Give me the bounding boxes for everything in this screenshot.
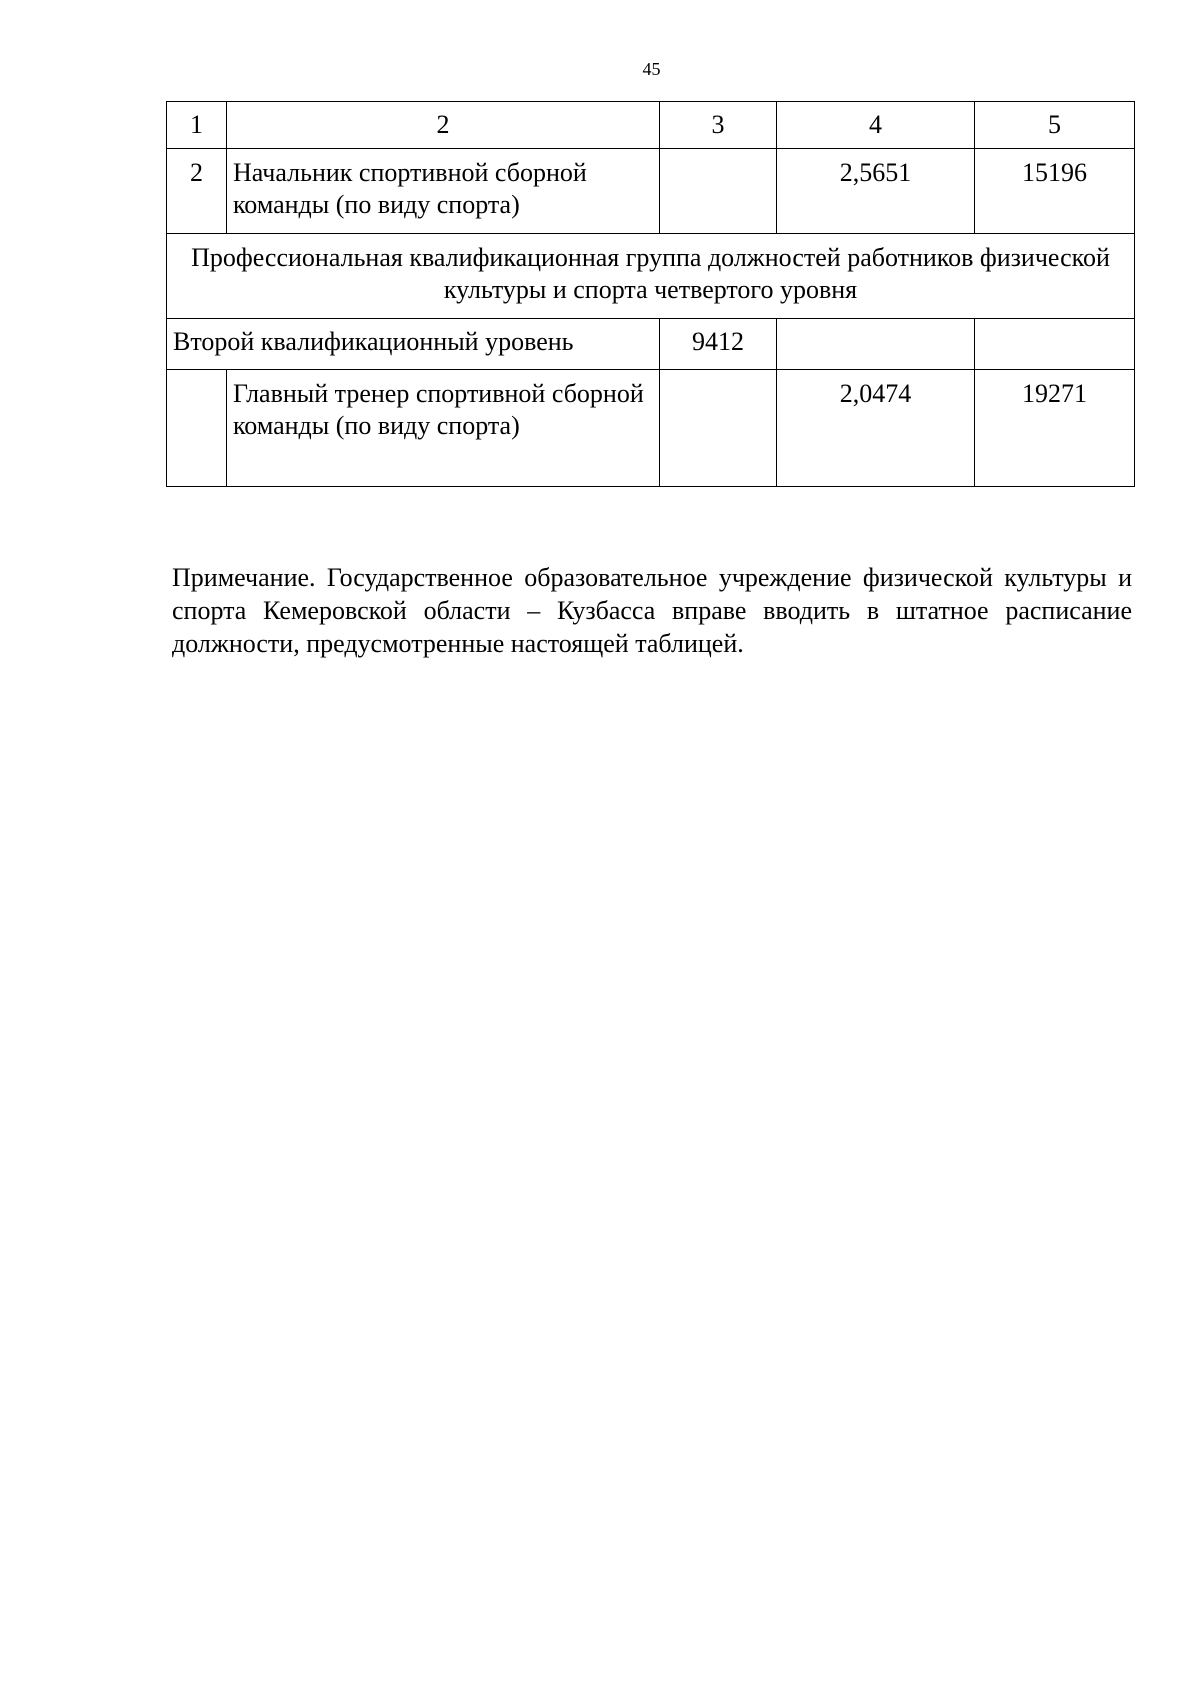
page-number: 45 <box>642 59 661 79</box>
salary-cell <box>660 370 777 487</box>
row-number <box>167 370 227 487</box>
header-cell-3: 3 <box>660 102 777 149</box>
amount-cell: 19271 <box>975 370 1135 487</box>
coefficient-cell: 2,5651 <box>777 149 975 234</box>
table-row <box>167 370 1135 487</box>
header-cell-5: 5 <box>975 102 1135 149</box>
row-number: 2 <box>167 149 227 234</box>
table-row <box>167 149 1135 234</box>
salary-cell: 9412 <box>660 319 777 370</box>
note-paragraph: Примечание. Государственное образовательное учреждение физической культуры и спорта Кемеровской области – Кузбасса вправе вводить в штатное расписание должности, предусмотренные настоящей таблицей. <box>172 563 1132 658</box>
qualification-level-row <box>167 319 1135 370</box>
staff-table <box>166 101 1135 487</box>
table-header-row <box>167 102 1135 149</box>
amount-cell <box>975 319 1135 370</box>
amount-cell: 15196 <box>975 149 1135 234</box>
coefficient-cell: 2,0474 <box>777 370 975 487</box>
group-title-row <box>167 234 1135 319</box>
header-cell-4: 4 <box>777 102 975 149</box>
header-cell-2: 2 <box>227 102 660 149</box>
group-title: Профессиональная квалификационная группа должностей работников физической культуры и спорта четвертого уровня <box>167 234 1135 319</box>
salary-cell <box>660 149 777 234</box>
position-name: Главный тренер спортивной сборной команды (по виду спорта) <box>227 370 660 487</box>
coefficient-cell <box>777 319 975 370</box>
qualification-level-label: Второй квалификационный уровень <box>167 319 660 370</box>
header-cell-1: 1 <box>167 102 227 149</box>
position-name: Начальник спортивной сборной команды (по виду спорта) <box>227 149 660 234</box>
